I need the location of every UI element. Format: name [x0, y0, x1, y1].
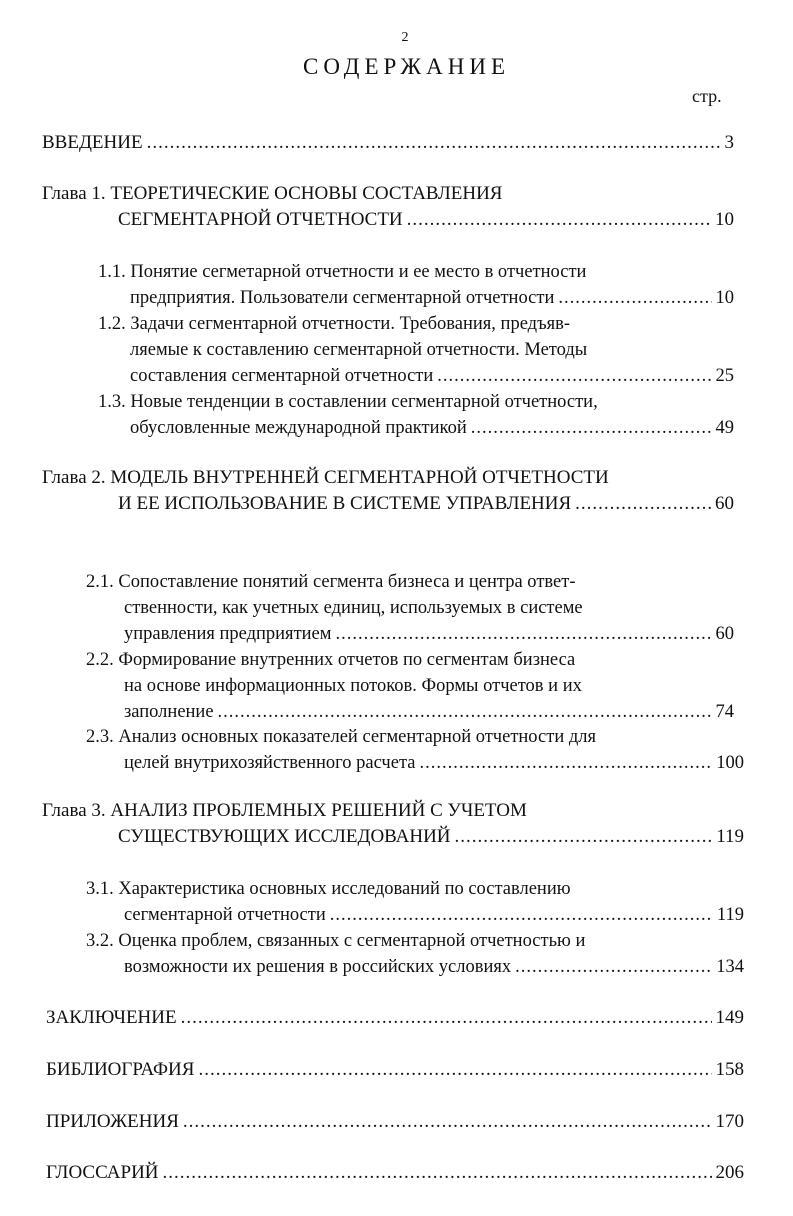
- toc-section-1-3-line-1[interactable]: 1.3. Новые тенденции в составлении сегментарной отчетности,: [98, 392, 598, 412]
- leader-dots: [515, 954, 712, 980]
- leader-dots: [335, 621, 711, 647]
- leader-dots: [455, 824, 713, 850]
- toc-section-1-3[interactable]: [130, 415, 734, 441]
- toc-entry-text: целей внутрихозяйственного расчета: [124, 753, 416, 773]
- toc-page-number: 60: [715, 624, 734, 644]
- toc-page-number: 149: [715, 1007, 744, 1028]
- toc-page-number: 25: [715, 366, 734, 386]
- toc-entry-text: предприятия. Пользователи сегментарной отчетности: [130, 288, 555, 308]
- toc-entry-text: заполнение: [124, 702, 214, 722]
- toc-section-1-1-line-1[interactable]: 1.1. Понятие сегметарной отчетности и ее место в отчетности: [98, 262, 587, 282]
- leader-dots: [198, 1057, 711, 1083]
- toc-entry-appendices[interactable]: [46, 1109, 744, 1135]
- toc-section-1-2[interactable]: [130, 363, 734, 389]
- toc-entry-text: ВВЕДЕНИЕ: [42, 132, 143, 153]
- toc-entry-text: И ЕЕ ИСПОЛЬЗОВАНИЕ В СИСТЕМЕ УПРАВЛЕНИЯ: [118, 493, 572, 514]
- toc-page-number: 60: [715, 493, 734, 514]
- toc-section-1-2-line-2[interactable]: ляемые к составлению сегментарной отчетности. Методы: [130, 340, 588, 360]
- toc-chapter-3[interactable]: [118, 824, 744, 850]
- toc-page-number: 10: [715, 288, 734, 308]
- leader-dots: [218, 699, 712, 725]
- page-column-label: стр.: [692, 86, 722, 106]
- leader-dots: [558, 285, 711, 311]
- page-number: 2: [401, 30, 409, 45]
- page-title: СОДЕРЖАНИЕ: [302, 54, 510, 79]
- toc-page-number: 206: [715, 1162, 744, 1183]
- toc-page-number: 158: [715, 1059, 744, 1080]
- toc-chapter-2-line-1[interactable]: Глава 2. МОДЕЛЬ ВНУТРЕННЕЙ СЕГМЕНТАРНОЙ ОТЧЕТНОСТИ: [42, 467, 609, 488]
- leader-dots: [575, 491, 711, 517]
- toc-page-number: 134: [716, 957, 744, 977]
- leader-dots: [437, 363, 711, 389]
- toc-page-number: 170: [715, 1111, 744, 1132]
- leader-dots: [407, 207, 711, 233]
- toc-section-2-2-line-2[interactable]: на основе информационных потоков. Формы отчетов и их: [124, 676, 582, 696]
- toc-entry-text: СЕГМЕНТАРНОЙ ОТЧЕТНОСТИ: [118, 209, 403, 230]
- toc-page-number: 10: [715, 209, 734, 230]
- toc-entry-text: обусловленные международной практикой: [130, 418, 467, 438]
- toc-section-2-1-line-2[interactable]: ственности, как учетных единиц, используемых в системе: [124, 598, 583, 618]
- toc-section-2-2[interactable]: [124, 699, 734, 725]
- toc-section-3-2-line-1[interactable]: 3.2. Оценка проблем, связанных с сегментарной отчетностью и: [86, 931, 586, 951]
- toc-chapter-1-line-1[interactable]: Глава 1. ТЕОРЕТИЧЕСКИЕ ОСНОВЫ СОСТАВЛЕНИЯ: [42, 183, 503, 204]
- toc-page-number: 74: [715, 702, 734, 722]
- toc-section-1-1[interactable]: [130, 285, 734, 311]
- toc-entry-text: составления сегментарной отчетности: [130, 366, 434, 386]
- toc-section-3-2[interactable]: [124, 954, 744, 980]
- toc-section-2-2-line-1[interactable]: 2.2. Формирование внутренних отчетов по сегментам бизнеса: [86, 650, 576, 670]
- leader-dots: [147, 130, 721, 156]
- toc-page-number: 49: [715, 418, 734, 438]
- toc-entry-text: ЗАКЛЮЧЕНИЕ: [46, 1007, 177, 1028]
- leader-dots: [471, 415, 712, 441]
- toc-entry-text: СУЩЕСТВУЮЩИХ ИССЛЕДОВАНИЙ: [118, 826, 451, 847]
- toc-page-number: 3: [724, 132, 734, 153]
- toc-entry-introduction[interactable]: [42, 130, 734, 156]
- toc-chapter-2[interactable]: [118, 491, 734, 517]
- toc-section-2-3-line-1[interactable]: 2.3. Анализ основных показателей сегментарной отчетности для: [86, 727, 596, 747]
- toc-entry-text: управления предприятием: [124, 624, 332, 644]
- leader-dots: [183, 1109, 712, 1135]
- leader-dots: [163, 1160, 712, 1186]
- toc-entry-bibliography[interactable]: [46, 1057, 744, 1083]
- toc-entry-text: сегментарной отчетности: [124, 905, 326, 925]
- leader-dots: [330, 902, 713, 928]
- toc-entry-text: возможности их решения в российских условиях: [124, 957, 512, 977]
- toc-entry-text: БИБЛИОГРАФИЯ: [46, 1059, 195, 1080]
- toc-section-2-1[interactable]: [124, 621, 734, 647]
- toc-chapter-3-line-1[interactable]: Глава 3. АНАЛИЗ ПРОБЛЕМНЫХ РЕШЕНИЙ С УЧЕТОМ: [42, 800, 527, 821]
- toc-entry-text: ПРИЛОЖЕНИЯ: [46, 1111, 179, 1132]
- leader-dots: [419, 750, 712, 776]
- toc-section-3-1[interactable]: [124, 902, 744, 928]
- toc-page-number: 119: [716, 826, 744, 847]
- toc-section-3-1-line-1[interactable]: 3.1. Характеристика основных исследований по составлению: [86, 879, 571, 899]
- toc-section-2-1-line-1[interactable]: 2.1. Сопоставление понятий сегмента бизнеса и центра ответ-: [86, 572, 576, 592]
- toc-entry-text: ГЛОССАРИЙ: [46, 1162, 159, 1183]
- toc-entry-glossary[interactable]: [46, 1160, 744, 1186]
- toc-page-number: 100: [716, 753, 744, 773]
- toc-entry-conclusion[interactable]: [46, 1005, 744, 1031]
- toc-chapter-1[interactable]: [118, 207, 734, 233]
- toc-section-2-3[interactable]: [124, 750, 744, 776]
- toc-section-1-2-line-1[interactable]: 1.2. Задачи сегментарной отчетности. Требования, предъяв-: [98, 314, 571, 334]
- leader-dots: [181, 1005, 712, 1031]
- toc-page-number: 119: [716, 905, 744, 925]
